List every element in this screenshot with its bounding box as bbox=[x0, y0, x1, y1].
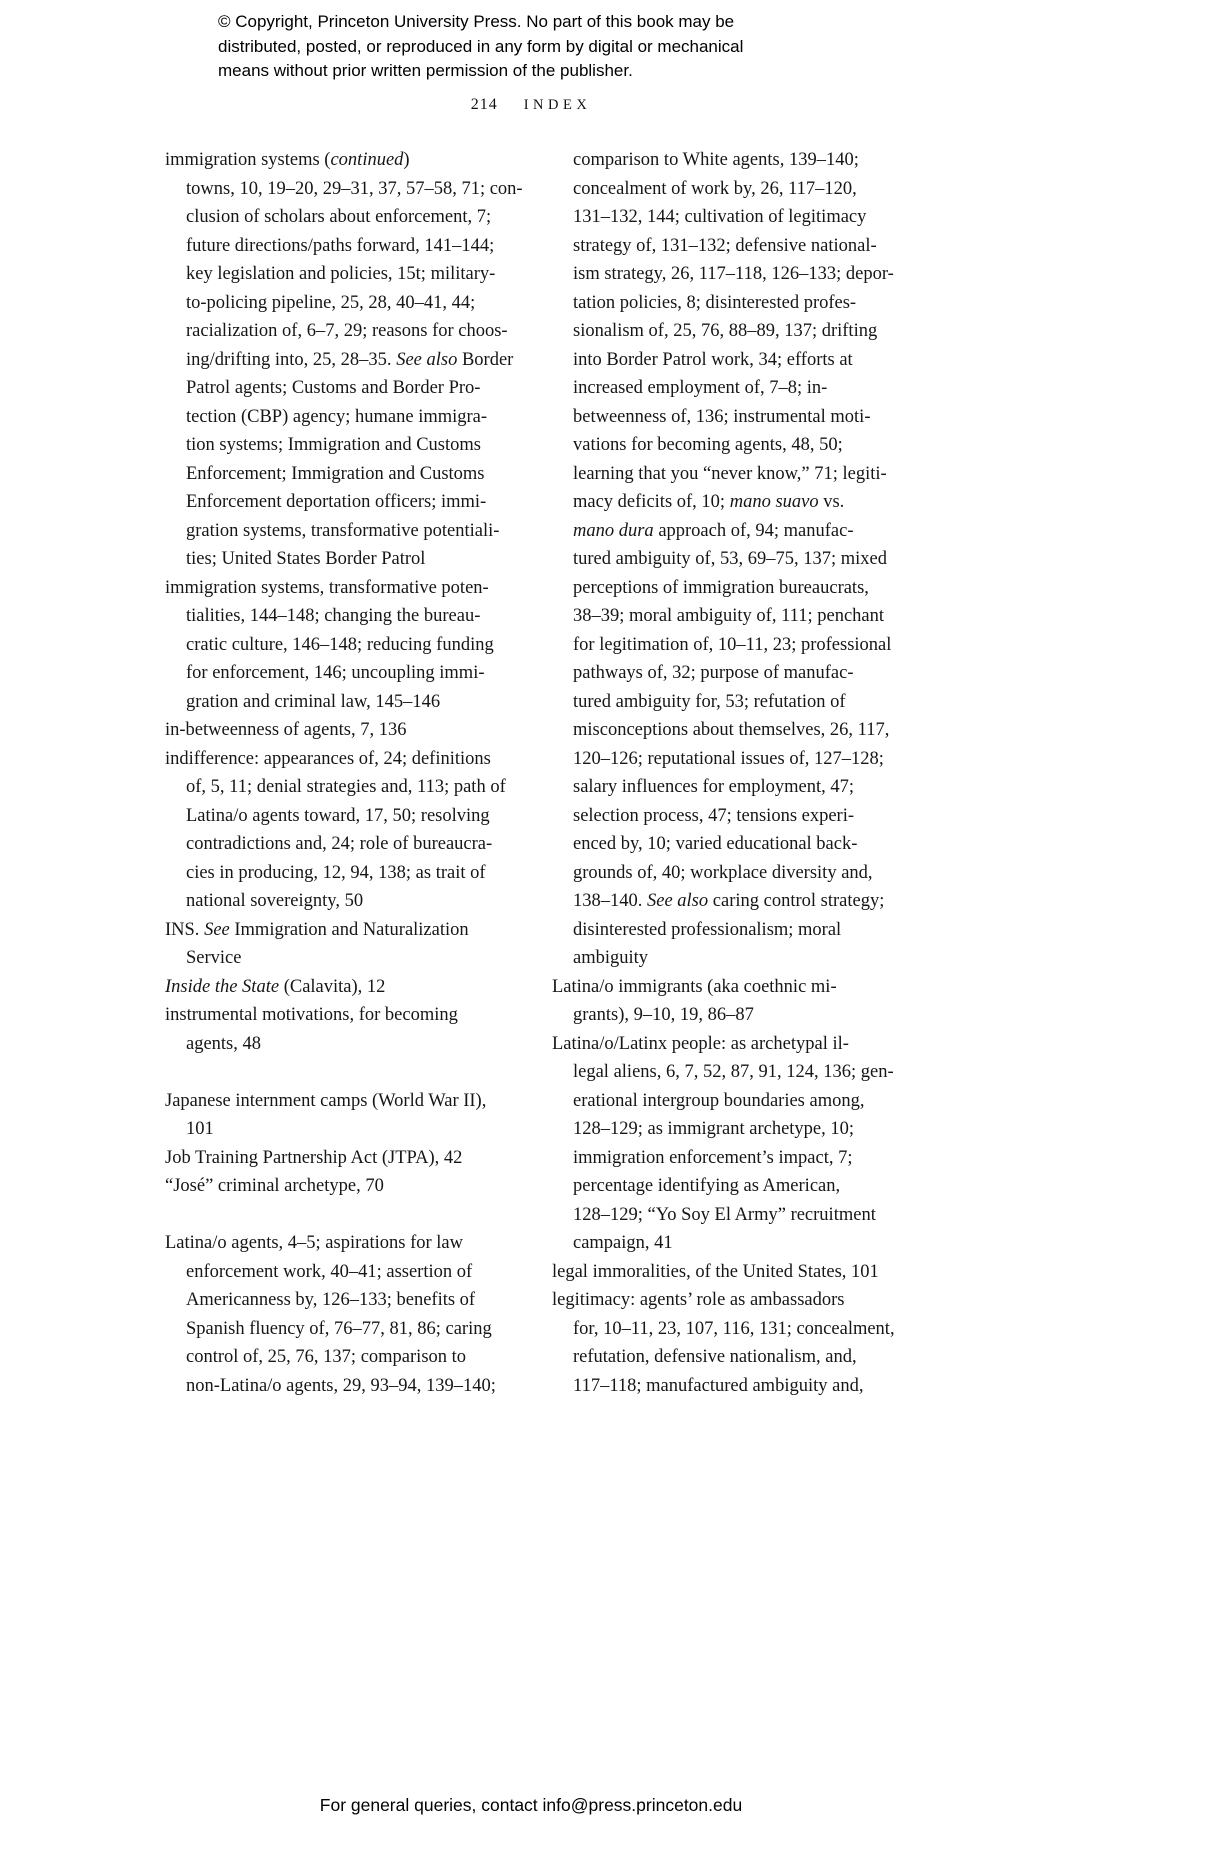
index-line bbox=[165, 688, 537, 717]
index-line bbox=[552, 916, 924, 945]
index-line bbox=[552, 716, 924, 745]
index-line bbox=[552, 1286, 924, 1315]
index-line bbox=[165, 1115, 537, 1144]
index-line-italic-text: mano suavo bbox=[729, 492, 819, 512]
index-line-text: campaign, 41 bbox=[573, 1233, 673, 1253]
index-line bbox=[552, 488, 924, 517]
index-line-text: pathways of, 32; purpose of manufac- bbox=[573, 663, 854, 683]
index-line bbox=[552, 1201, 924, 1230]
index-line bbox=[552, 944, 924, 973]
index-line-text: clusion of scholars about enforcement, 7; bbox=[186, 207, 492, 227]
index-line-text: disinterested professionalism; moral bbox=[573, 919, 842, 940]
index-line-italic-text: continued bbox=[330, 150, 404, 170]
index-line-italic-text: See bbox=[204, 919, 230, 940]
index-line bbox=[165, 716, 537, 745]
index-line bbox=[552, 175, 924, 204]
index-line bbox=[552, 574, 924, 603]
index-line-text: grants), 9–10, 19, 86–87 bbox=[573, 1005, 754, 1025]
index-line-text: Enforcement; Immigration and Customs bbox=[186, 463, 485, 484]
index-line-text: 138–140. bbox=[573, 891, 647, 911]
index-line-text: Service bbox=[186, 948, 242, 968]
index-line bbox=[165, 431, 537, 460]
index-line-text: for, 10–11, 23, 107, 116, 131; concealment, bbox=[573, 1318, 895, 1339]
index-line-text: 38–39; moral ambiguity of, 111; penchant bbox=[573, 606, 885, 626]
index-line-text: agents, 48 bbox=[186, 1033, 262, 1054]
index-line-text: (Calavita), 12 bbox=[279, 976, 386, 997]
index-line bbox=[552, 146, 924, 175]
index-line bbox=[165, 203, 537, 232]
index-line bbox=[165, 374, 537, 403]
page-footer bbox=[165, 1795, 897, 1816]
index-line bbox=[552, 1315, 924, 1344]
index-line-text: Enforcement deportation officers; immi- bbox=[186, 492, 487, 512]
index-line-text: gration and criminal law, 145–146 bbox=[186, 691, 441, 712]
index-line-text: selection process, 47; tensions experi- bbox=[573, 805, 855, 826]
index-line bbox=[552, 887, 924, 916]
index-line bbox=[165, 1372, 537, 1401]
running-head: INDEX bbox=[523, 97, 592, 113]
index-line bbox=[165, 802, 537, 831]
index-line bbox=[552, 1001, 924, 1030]
index-line-text: 101 bbox=[186, 1119, 214, 1139]
index-line-text: 128–129; “Yo Soy El Army” recruitment bbox=[573, 1204, 876, 1225]
index-line bbox=[552, 773, 924, 802]
index-line bbox=[165, 1030, 537, 1059]
index-line bbox=[552, 260, 924, 289]
index-line bbox=[552, 545, 924, 574]
index-line-text: Immigration and Naturalization bbox=[229, 919, 469, 940]
index-line bbox=[165, 659, 537, 688]
index-line-text: perceptions of immigration bureaucrats, bbox=[573, 577, 869, 598]
index-line-text: tialities, 144–148; changing the bureau- bbox=[186, 606, 481, 626]
index-line bbox=[165, 944, 537, 973]
index-line-text: vs. bbox=[818, 492, 845, 512]
index-line-italic-text: See also bbox=[647, 891, 709, 911]
index-line bbox=[552, 517, 924, 546]
index-line-text: percentage identifying as American, bbox=[573, 1176, 841, 1196]
index-line-text: immigration systems ( bbox=[165, 150, 331, 170]
index-line bbox=[165, 1343, 537, 1372]
index-line bbox=[552, 1343, 924, 1372]
index-line-text: to-policing pipeline, 25, 28, 40–41, 44; bbox=[186, 292, 476, 313]
index-line-italic-text: mano dura bbox=[573, 520, 654, 541]
index-line-text: 117–118; manufactured ambiguity and, bbox=[573, 1375, 864, 1396]
page-number: 214 bbox=[470, 96, 498, 113]
index-column-left bbox=[165, 146, 537, 1400]
index-line-text: Job Training Partnership Act (JTPA), 42 bbox=[165, 1147, 463, 1168]
index-line-text: 128–129; as immigrant archetype, 10; bbox=[573, 1119, 855, 1139]
index-line bbox=[552, 403, 924, 432]
index-line-text: comparison to White agents, 139–140; bbox=[573, 150, 859, 170]
index-line bbox=[165, 859, 537, 888]
index-line-text: “José” criminal archetype, 70 bbox=[165, 1176, 384, 1196]
index-line-text: tation policies, 8; disinterested profes- bbox=[573, 292, 857, 313]
index-line bbox=[552, 659, 924, 688]
index-line bbox=[165, 1229, 537, 1258]
index-line-text: caring control strategy; bbox=[708, 891, 885, 911]
index-line-text: indifference: appearances of, 24; definitions bbox=[165, 748, 491, 769]
index-line-text: tured ambiguity for, 53; refutation of bbox=[573, 691, 846, 712]
index-line bbox=[165, 146, 537, 175]
index-line bbox=[165, 830, 537, 859]
index-line-text: Patrol agents; Customs and Border Pro- bbox=[186, 378, 481, 398]
index-line-text: approach of, 94; manufac- bbox=[653, 520, 854, 541]
index-line-italic-text: See also bbox=[396, 349, 458, 370]
index-line bbox=[165, 916, 537, 945]
index-line bbox=[165, 289, 537, 318]
section-gap bbox=[165, 1058, 537, 1087]
index-line-text: ism strategy, 26, 117–118, 126–133; depor- bbox=[573, 264, 894, 284]
index-line-text: for legitimation of, 10–11, 23; professional bbox=[573, 634, 892, 655]
index-line bbox=[165, 773, 537, 802]
index-line-text: erational intergroup boundaries among, bbox=[573, 1090, 865, 1111]
index-line bbox=[165, 602, 537, 631]
index-line-text: tion systems; Immigration and Customs bbox=[186, 435, 481, 455]
index-line bbox=[552, 1229, 924, 1258]
index-line bbox=[165, 1087, 537, 1116]
index-line-text: 120–126; reputational issues of, 127–128; bbox=[573, 748, 884, 769]
index-line-text: tured ambiguity of, 53, 69–75, 137; mixed bbox=[573, 549, 887, 569]
index-line bbox=[165, 460, 537, 489]
index-line-text: racialization of, 6–7, 29; reasons for choos- bbox=[186, 321, 508, 341]
index-line bbox=[165, 317, 537, 346]
index-line-text: enced by, 10; varied educational back- bbox=[573, 834, 858, 854]
copyright-line: means without prior written permission of the publisher. bbox=[218, 61, 633, 80]
index-line bbox=[552, 745, 924, 774]
index-line-text: gration systems, transformative potentiali- bbox=[186, 520, 500, 541]
index-line bbox=[165, 1001, 537, 1030]
index-line-text: ) bbox=[403, 150, 410, 170]
index-line bbox=[552, 688, 924, 717]
index-line-text: for enforcement, 146; uncoupling immi- bbox=[186, 663, 485, 683]
index-line bbox=[165, 488, 537, 517]
index-column-right bbox=[552, 146, 924, 1400]
index-line bbox=[165, 346, 537, 375]
index-line-text: legal immoralities, of the United States, 101 bbox=[552, 1261, 879, 1282]
index-line-text: Border bbox=[457, 349, 514, 370]
index-line-italic-text: Inside the State bbox=[165, 976, 280, 997]
index-line bbox=[552, 1115, 924, 1144]
index-line bbox=[552, 317, 924, 346]
index-line bbox=[552, 802, 924, 831]
index-line bbox=[552, 1258, 924, 1287]
index-line-text: of, 5, 11; denial strategies and, 113; path of bbox=[186, 777, 506, 797]
index-line bbox=[165, 1172, 537, 1201]
copyright-line: © Copyright, Princeton University Press. No part of this book may be bbox=[218, 12, 735, 31]
index-line-text: strategy of, 131–132; defensive national- bbox=[573, 235, 877, 256]
index-line-text: enforcement work, 40–41; assertion of bbox=[186, 1261, 473, 1282]
index-line-text: key legislation and policies, 15t; military- bbox=[186, 264, 496, 284]
index-line bbox=[165, 1144, 537, 1173]
index-line-text: salary influences for employment, 47; bbox=[573, 777, 855, 797]
index-line-text: sionalism of, 25, 76, 88–89, 137; drifting bbox=[573, 321, 878, 341]
index-line bbox=[165, 887, 537, 916]
index-line bbox=[552, 859, 924, 888]
index-line bbox=[552, 973, 924, 1002]
index-line-text: future directions/paths forward, 141–144; bbox=[186, 235, 495, 256]
index-line-text: grounds of, 40; workplace diversity and, bbox=[573, 862, 873, 883]
index-line bbox=[552, 431, 924, 460]
index-line-text: non-Latina/o agents, 29, 93–94, 139–140; bbox=[186, 1375, 496, 1396]
index-line bbox=[165, 1258, 537, 1287]
index-line-text: towns, 10, 19–20, 29–31, 37, 57–58, 71; con- bbox=[186, 178, 523, 199]
index-line-text: INS. bbox=[165, 919, 205, 940]
index-line-text: control of, 25, 76, 137; comparison to bbox=[186, 1347, 467, 1367]
index-line bbox=[552, 1058, 924, 1087]
index-line-text: Latina/o/Latinx people: as archetypal il- bbox=[552, 1033, 849, 1054]
index-line-text: in-betweenness of agents, 7, 136 bbox=[165, 720, 407, 740]
index-line bbox=[165, 973, 537, 1002]
index-line bbox=[552, 602, 924, 631]
index-line bbox=[165, 545, 537, 574]
index-line bbox=[552, 289, 924, 318]
index-line-text: ing/drifting into, 25, 28–35. bbox=[186, 349, 397, 370]
index-line-text: national sovereignty, 50 bbox=[186, 891, 364, 911]
index-line bbox=[165, 517, 537, 546]
index-line bbox=[165, 403, 537, 432]
index-line bbox=[165, 260, 537, 289]
index-line bbox=[165, 1315, 537, 1344]
footer-text: For general queries, contact info@press.princeton.edu bbox=[319, 1795, 743, 1815]
index-line-text: macy deficits of, 10; bbox=[573, 492, 730, 512]
index-line bbox=[552, 631, 924, 660]
index-line bbox=[552, 346, 924, 375]
index-line bbox=[165, 232, 537, 261]
index-line-text: instrumental motivations, for becoming bbox=[165, 1005, 458, 1025]
index-line-text: betweenness of, 136; instrumental moti- bbox=[573, 406, 871, 427]
index-line bbox=[552, 1087, 924, 1116]
index-line-text: learning that you “never know,” 71; legiti- bbox=[573, 463, 887, 484]
index-line bbox=[165, 631, 537, 660]
index-line-text: legitimacy: agents’ role as ambassadors bbox=[552, 1290, 845, 1310]
index-line-text: ambiguity bbox=[573, 948, 649, 968]
index-line bbox=[552, 1172, 924, 1201]
index-line bbox=[552, 232, 924, 261]
index-line bbox=[165, 1286, 537, 1315]
index-line bbox=[552, 374, 924, 403]
index-line-text: vations for becoming agents, 48, 50; bbox=[573, 435, 843, 455]
index-line-text: 131–132, 144; cultivation of legitimacy bbox=[573, 207, 867, 227]
index-line bbox=[552, 830, 924, 859]
index-line-text: Latina/o agents toward, 17, 50; resolving bbox=[186, 805, 490, 826]
index-line-text: tection (CBP) agency; humane immigra- bbox=[186, 406, 488, 427]
index-line-text: cies in producing, 12, 94, 138; as trait of bbox=[186, 862, 486, 883]
index-line bbox=[552, 1030, 924, 1059]
index-line-text: misconceptions about themselves, 26, 117, bbox=[573, 720, 890, 740]
index-line-text: cratic culture, 146–148; reducing funding bbox=[186, 634, 494, 655]
index-line bbox=[165, 574, 537, 603]
index-line-text: Spanish fluency of, 76–77, 81, 86; caring bbox=[186, 1318, 492, 1339]
index-line-text: contradictions and, 24; role of bureaucra- bbox=[186, 834, 493, 854]
index-line bbox=[165, 745, 537, 774]
index-line-text: Japanese internment camps (World War II), bbox=[165, 1090, 487, 1111]
index-line-text: Latina/o immigrants (aka coethnic mi- bbox=[552, 976, 837, 997]
index-line-text: refutation, defensive nationalism, and, bbox=[573, 1347, 857, 1367]
index-line-text: Americanness by, 126–133; benefits of bbox=[186, 1290, 476, 1310]
page-header bbox=[165, 96, 897, 114]
section-gap bbox=[165, 1201, 537, 1230]
index-line-text: Latina/o agents, 4–5; aspirations for law bbox=[165, 1233, 463, 1253]
index-line bbox=[552, 1144, 924, 1173]
copyright-line: distributed, posted, or reproduced in any form by digital or mechanical bbox=[218, 36, 744, 56]
index-line-text: immigration enforcement’s impact, 7; bbox=[573, 1147, 853, 1168]
index-line-text: ties; United States Border Patrol bbox=[186, 549, 426, 569]
index-line bbox=[552, 203, 924, 232]
index-line-text: immigration systems, transformative poten- bbox=[165, 577, 489, 598]
index-line-text: increased employment of, 7–8; in- bbox=[573, 378, 828, 398]
index-line bbox=[165, 175, 537, 204]
index-line-text: into Border Patrol work, 34; efforts at bbox=[573, 349, 853, 370]
index-line bbox=[552, 460, 924, 489]
index-line-text: legal aliens, 6, 7, 52, 87, 91, 124, 136; gen- bbox=[573, 1062, 894, 1082]
copyright-notice bbox=[218, 10, 858, 84]
index-line-text: concealment of work by, 26, 117–120, bbox=[573, 178, 857, 199]
index-line bbox=[552, 1372, 924, 1401]
